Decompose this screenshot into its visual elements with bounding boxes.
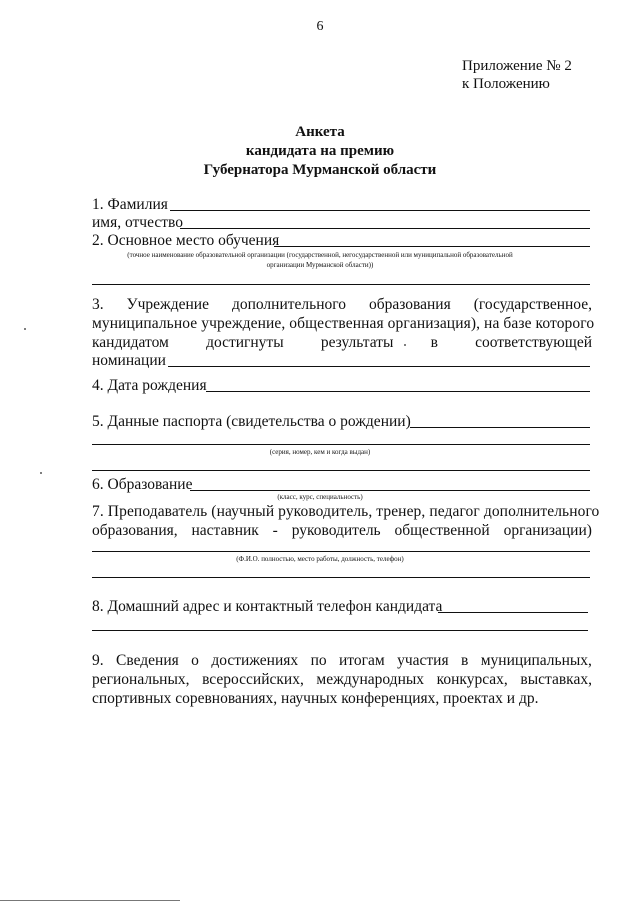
field-passport-line[interactable] [410,427,590,428]
field-teacher-line1: 7. Преподаватель (научный руководитель, тренер, педагог дополнительного [92,503,600,520]
field-teacher-note: (Ф.И.О. полностью, место работы, должность, телефон) [236,555,404,563]
field3-word: в [430,334,438,351]
field-nomination-line[interactable] [168,366,590,367]
field-birth-date-line[interactable] [206,391,590,392]
field-teacher-line[interactable] [92,551,590,552]
scan-edge-line [0,900,180,901]
field9-word: муниципальных, [480,652,592,669]
field3-word: соответствующей [475,334,592,351]
field9-word: в [461,652,469,669]
field-additional-education-line1 [92,296,592,314]
field3-word: кандидатом [92,334,169,351]
field9-word: региональных, [92,671,190,688]
field-passport-line-3[interactable] [92,470,590,471]
field9-word: международных [316,671,425,688]
scan-speck [40,472,42,474]
field-achievements-line2 [92,671,592,689]
field-study-place-line-2[interactable] [92,284,590,285]
field7-word: организации) [503,522,592,539]
field-nomination-label: номинации [92,352,166,369]
form-title: Анкета [295,124,345,140]
appendix-reference: к Положению [462,76,550,92]
field-additional-education-line2: муниципальное учреждение, общественная организация), на базе которого [92,315,595,332]
field9-word: выставках, [520,671,592,688]
field-surname-label: 1. Фамилия [92,196,168,213]
field-passport-note: (серия, номер, кем и когда выдан) [269,448,371,456]
field-teacher-line-2[interactable] [92,577,590,578]
field9-word: итогам [339,652,385,669]
field-name-line[interactable] [180,228,590,229]
field9-word: 9. [92,652,104,669]
field9-word: всероссийских, [202,671,304,688]
form-subtitle-governor: Губернатора Мурманской области [203,162,437,178]
field7-word: образования, [92,522,178,539]
field-education-line[interactable] [190,490,590,491]
field-education-note: (класс, курс, специальность) [277,493,363,501]
form-subtitle: кандидата на премию [245,143,395,159]
field7-word: наставник [191,522,259,539]
field3-word: (государственное, [473,296,592,313]
field7-word: общественной [394,522,490,539]
field-passport-label: 5. Данные паспорта (свидетельства о рождении) [92,413,411,430]
field3-word: дополнительного [231,296,346,313]
field3-word: достигнуты [206,334,284,351]
field-education-label: 6. Образование [92,476,193,493]
field-study-place-note-1: (точное наименование образовательной организации (государственной, негосударственной или муниципальной образовательной [127,251,513,259]
scan-speck [404,344,406,346]
scan-speck [24,328,26,330]
field-birth-date-label: 4. Дата рождения [92,377,207,394]
field-study-place-label: 2. Основное место обучения [92,232,280,249]
field-teacher-line2 [92,522,592,540]
field9-word: Сведения [116,652,179,669]
field9-word: по [310,652,327,669]
field-passport-line-2[interactable] [92,444,590,445]
page-number: 6 [316,19,324,34]
field-surname-line[interactable] [170,210,590,211]
field3-word: образования [368,296,451,313]
field7-word: - [272,522,278,539]
field9-word: конкурсах, [436,671,508,688]
field9-word: о [191,652,199,669]
field3-word: 3. [92,296,104,313]
field9-word: достижениях [211,652,299,669]
field-achievements-line1 [92,652,592,670]
appendix-number: Приложение № 2 [462,58,572,74]
field7-word: руководитель [291,522,381,539]
field-address-label: 8. Домашний адрес и контактный телефон кандидата [92,598,443,615]
field-address-line[interactable] [438,612,588,613]
field-additional-education-line3 [92,334,592,352]
field-address-line-2[interactable] [92,630,588,631]
field-name-label: имя, отчество [92,214,183,231]
field-study-place-note-2: организации Мурманской области)) [266,261,374,269]
field-achievements-line3: спортивных соревнованиях, научных конференциях, проектах и др. [92,690,539,707]
field3-word: результаты [320,334,394,351]
field9-word: участия [397,652,449,669]
field-study-place-line[interactable] [274,246,590,247]
field3-word: Учреждение [126,296,209,313]
